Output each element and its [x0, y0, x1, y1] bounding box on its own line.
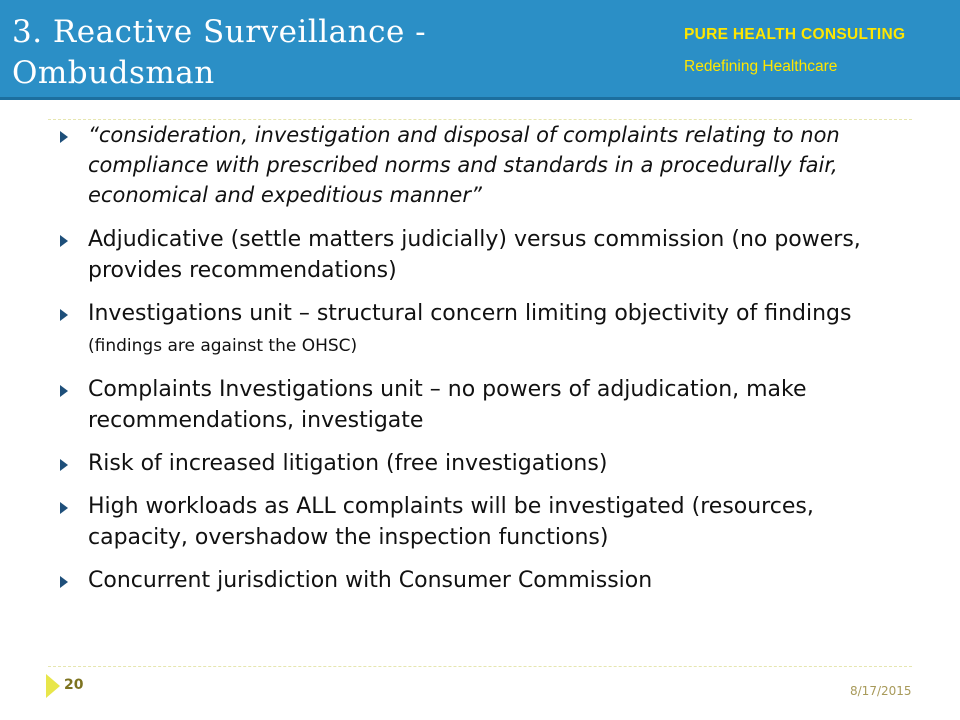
bullet-arrow-icon	[60, 131, 68, 143]
bullet-text: Risk of increased litigation (free investigations)	[88, 451, 608, 476]
bullet-arrow-icon	[60, 235, 68, 247]
bullet-text: Concurrent jurisdiction with Consumer Commission	[88, 568, 653, 593]
bullet-arrow-icon	[60, 459, 68, 471]
bullet-list	[58, 120, 908, 608]
slide-title: 3. Reactive Surveillance - Ombudsman	[12, 14, 427, 91]
bullet-text: High workloads as ALL complaints will be investigated (resources, capacity, overshadow the inspection functions)	[88, 494, 814, 550]
brand-name: PURE HEALTH CONSULTING	[684, 26, 906, 43]
bullet-note: (findings are against the OHSC)	[88, 336, 358, 356]
bullet-text: Adjudicative (settle matters judicially) versus commission (no powers, provides recommendations)	[88, 227, 861, 283]
slide-date: 8/17/2015	[850, 684, 912, 698]
bullet-arrow-icon	[60, 385, 68, 397]
bullet-text: Investigations unit – structural concern limiting objectivity of findings	[88, 301, 852, 326]
bullet-item	[58, 298, 908, 362]
bullet-arrow-icon	[60, 309, 68, 321]
bullet-item	[58, 120, 908, 210]
bullet-arrow-icon	[60, 502, 68, 514]
bullet-item	[58, 224, 908, 286]
page-number: 20	[64, 677, 84, 693]
bullet-text: Complaints Investigations unit – no powers of adjudication, make recommendations, investigate	[88, 377, 807, 433]
bullet-item	[58, 491, 908, 553]
bullet-item	[58, 565, 908, 596]
bullet-item	[58, 374, 908, 436]
bullet-arrow-icon	[60, 576, 68, 588]
bullet-item	[58, 448, 908, 479]
bottom-divider	[48, 666, 912, 667]
footer-triangle-icon	[46, 674, 60, 698]
slide-header	[0, 0, 960, 100]
brand-tagline: Redefining Healthcare	[684, 58, 838, 75]
bullet-text: “consideration, investigation and disposal of complaints relating to non compliance with prescribed norms and standards in a procedurally fair, economical and expeditious manner”	[88, 123, 840, 207]
